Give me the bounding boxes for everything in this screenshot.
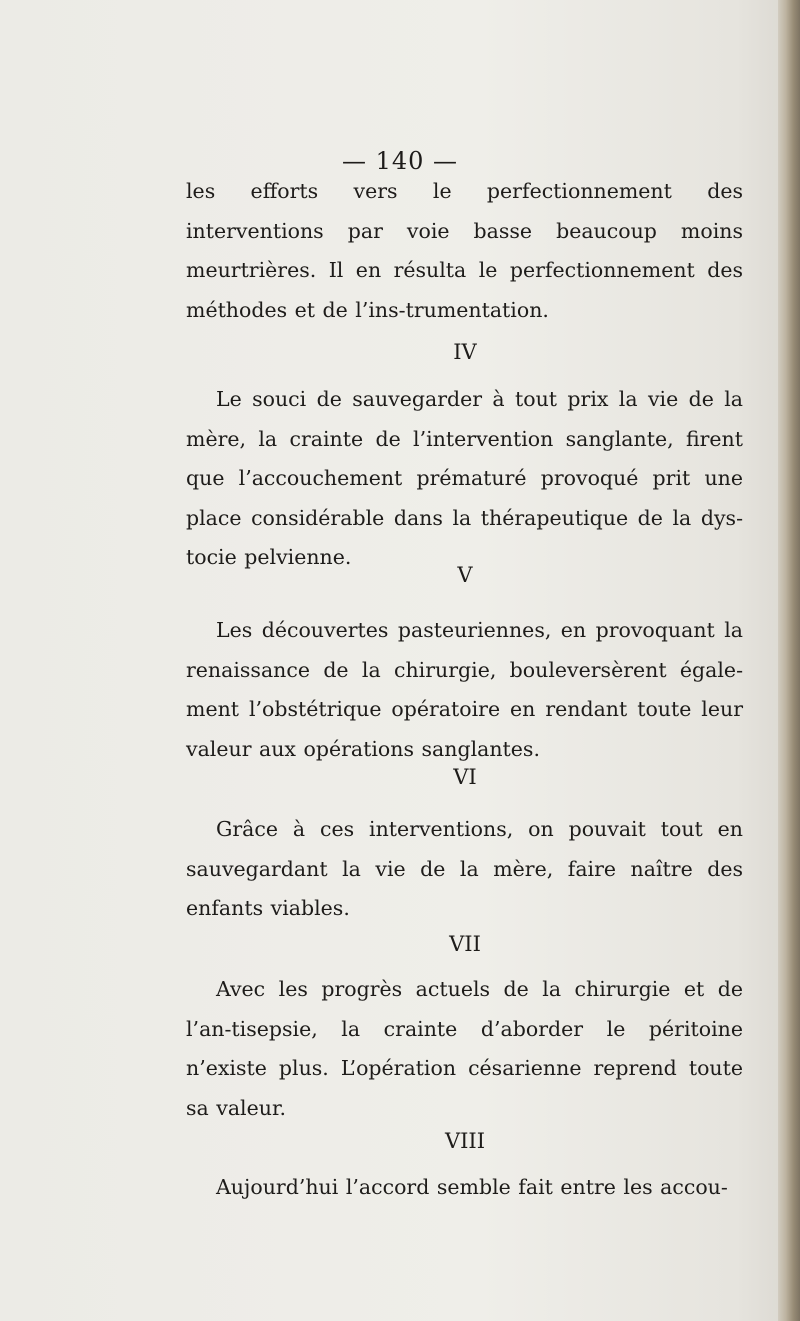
paragraph-intro: les efforts vers le perfectionnement des interventions par voie basse beaucoup moins meurtrières. Il en résulta le perfectionnement des méthodes et de l’ins-trumentation. <box>186 179 743 322</box>
page-edge <box>778 0 800 1321</box>
section-heading-vii: VII <box>449 932 481 956</box>
section-heading-viii: VIII <box>444 1129 486 1153</box>
paragraph-vi: Grâce à ces interventions, on pouvait tout en sauvegardant la vie de la mère, faire naître des enfants viables. <box>186 817 743 920</box>
paragraph-v: Les découvertes pasteuriennes, en provoquant la renaissance de la chirurgie, bouleversèrent égale-ment l’obstétrique opératoire en rendant toute leur valeur aux opérations sanglantes. <box>186 618 743 761</box>
paragraph-iv: Le souci de sauvegarder à tout prix la vie de la mère, la crainte de l’intervention sanglante, firent que l’accouchement prématuré provoqué prit une place considérable dans la thérapeutique de la dys-tocie pelvienne. <box>186 387 743 569</box>
section-heading-v: V <box>457 563 473 587</box>
paragraph-vii: Avec les progrès actuels de la chirurgie et de l’an-tisepsie, la crainte d’aborder le péritoine n’existe plus. L’opération césarienne reprend toute sa valeur. <box>186 977 743 1120</box>
paragraph-viii: Aujourd’hui l’accord semble fait entre les accou- <box>216 1175 728 1199</box>
section-heading-vi: VI <box>453 765 477 789</box>
section-heading-iv: IV <box>453 340 477 364</box>
page-number: — 140 — <box>341 147 459 175</box>
